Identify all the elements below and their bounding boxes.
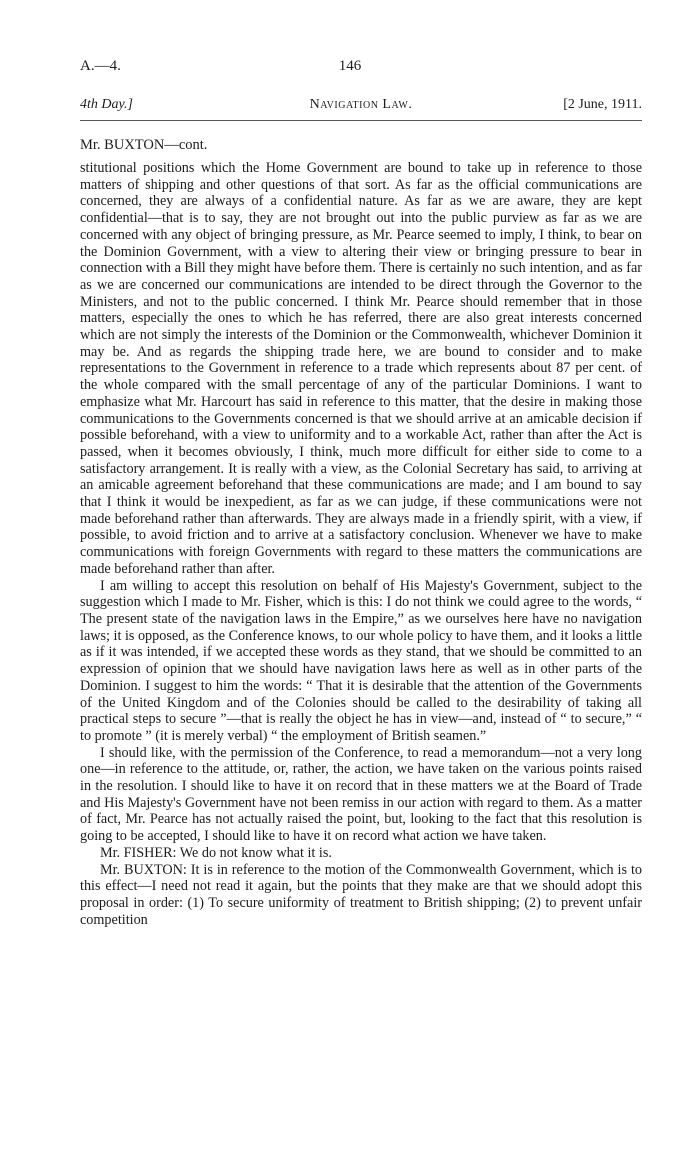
header-rule [80, 120, 642, 121]
running-header-day: 4th Day.] [80, 97, 133, 112]
running-header-title: Navigation Law. [309, 97, 413, 112]
paragraph-2: I am willing to accept this resolution on behalf of His Majesty's Government, subject to the suggestion which I made to Mr. Fisher, which is this: I do not think we could agree to the words, “ The present state of the navigation laws in the Empire,” as we ourselves here have no navigation laws; it is opposed, as the Conference knows, to our whole policy to have them, and it looks a little as if it was intended, if we accepted these words as they stand, that we should be committed to an expression of opinion that we should have navigation laws here as well as in other parts of the Dominion. I suggest to him the words: “ That it is desirable that the attention of the Governments of the United Kingdom and of the Colonies should be called to the desirability of taking all practical steps to secure ”—that is really the object he has in view—and, instead of “ to secure,” “ to promote ” (it is merely verbal) “ the employment of British seamen.” [80, 577, 642, 744]
document-reference: A.—4. [80, 58, 121, 74]
paragraph-1: stitutional positions which the Home Government are bound to take up in reference to those matters of shipping and other questions of that sort. As far as the official communications are concerned, they are always of a confidential nature. As far as we are aware, they are kept confidential—that is to say, they are not brought out into the public purview as far as we are concerned with any object of bringing pressure, as Mr. Pearce seemed to imply, I think, to bear on the Dominion Government, with a view to altering their view or bringing pressure to bear in connection with a Bill they might have before them. There is certainly no such intention, and as far as we are concerned our communications are intended to be direct through the Governor to the Ministers, and not to the public concerned. I think Mr. Pearce should remember that in those matters, especially the ones to which he has referred, there are also great interests concerned which are not simply the interests of the Dominion or the Commonwealth, whichever Dominion it may be. And as regards the shipping trade here, we are bound to consider and to make representations to the Government in reference to a trade which represents about 87 per cent. of the whole compared with the small percentage of any of the particular Dominions. I want to emphasize what Mr. Harcourt has said in reference to this matter, that the desire in making those communications to the Governments concerned is that we should arrive at an amicable decision if possible beforehand, with a view to uniformity and to a workable Act, rather than after the Act is passed, when it becomes obviously, I think, much more difficult for either side to come to a satisfactory arrangement. It is really with a view, as the Colonial Secretary has said, to arriving at an amicable agreement beforehand that these communications are made; and I am bound to say that I think it would be inexpedient, as far as we can judge, if these communications were not made beforehand rather than afterwards. They are always made in a friendly spirit, with a view, if possible, to avoid friction and to arrive at a satisfactory conclusion. Whenever we have to make communications with foreign Governments with regard to these matters the communications are made beforehand rather than after. [80, 160, 642, 577]
paragraph-4: Mr. FISHER: We do not know what it is. [100, 844, 332, 861]
body-text [80, 160, 642, 928]
page-number: 146 [338, 58, 362, 74]
paragraph-5: Mr. BUXTON: It is in reference to the motion of the Commonwealth Government, which is to this effect—I need not read it again, but the points that they make are that we should adopt this proposal in order: (1) To secure uniformity of treatment to British shipping; (2) to prevent unfair competition [80, 861, 642, 928]
running-header-date: [2 June, 1911. [563, 97, 642, 112]
speaker-continuation: Mr. BUXTON—cont. [80, 137, 208, 153]
paragraph-3: I should like, with the permission of the Conference, to read a memorandum—not a very long one—in reference to the attitude, or, rather, the action, we have taken on the various points raised in the resolution. I should like to have it on record that in these matters we at the Board of Trade and His Majesty's Government have not been remiss in our action with regard to them. As a matter of fact, Mr. Pearce has not actually raised the point, but, looking to the fact that this resolution is going to be accepted, I should like to have it on record what action we have taken. [80, 744, 642, 845]
